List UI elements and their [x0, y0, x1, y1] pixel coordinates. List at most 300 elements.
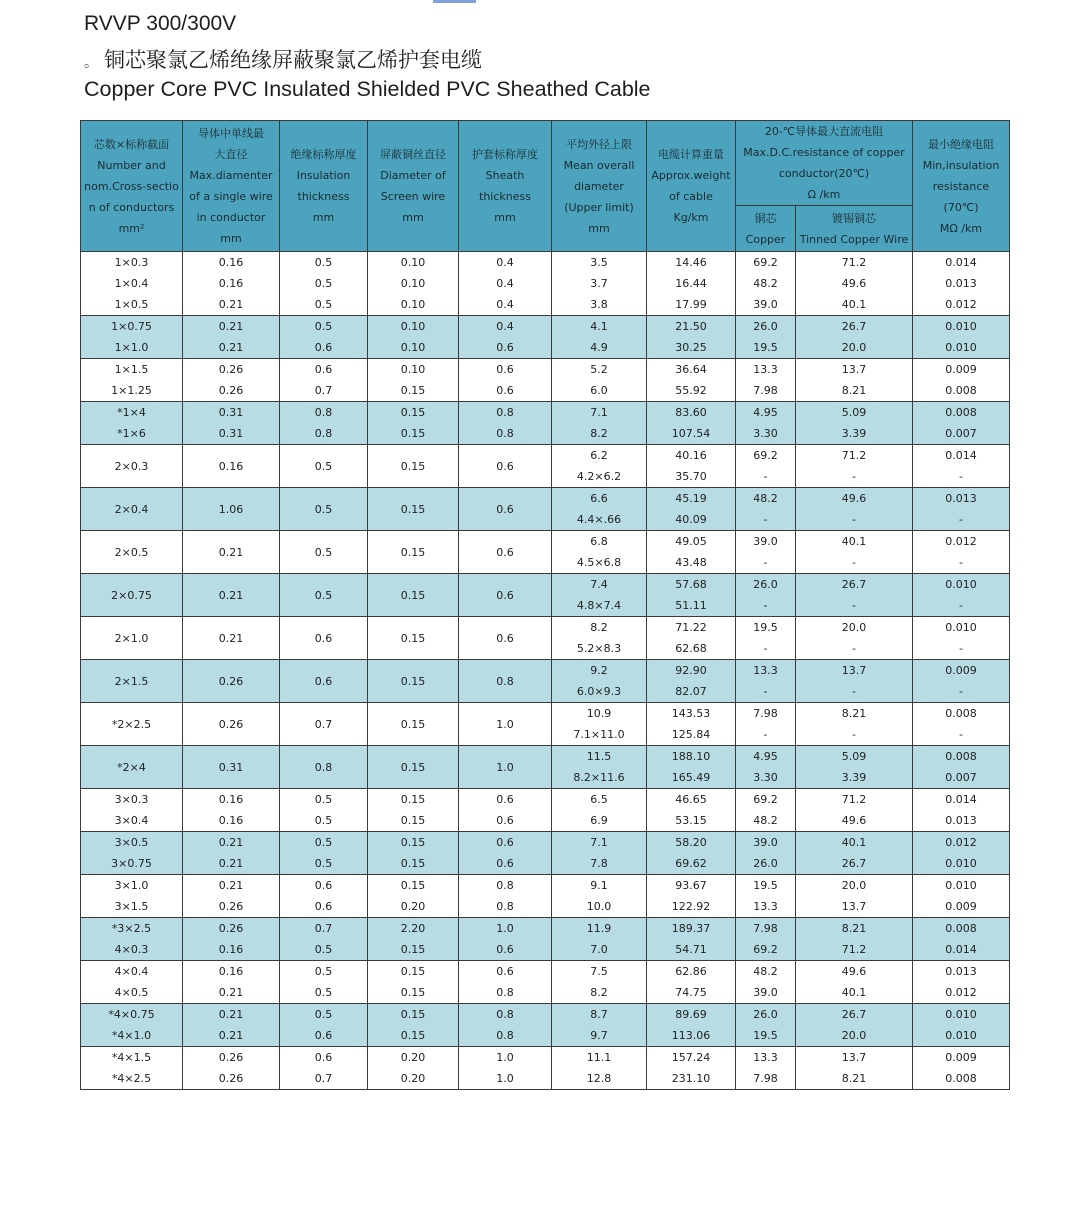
header-line: (70℃): [943, 200, 979, 214]
cell-value: 1×1.0: [114, 341, 149, 354]
cell-value: 0.15: [400, 427, 426, 440]
cell-value: 0.21: [218, 986, 244, 999]
cell-value: 49.6: [841, 492, 867, 505]
cell-tinned-copper-resistance: [796, 703, 913, 746]
cell-value: 71.22: [675, 621, 707, 634]
cell-approx-weight: [647, 703, 736, 746]
cell-value: 0.013: [945, 492, 977, 505]
cell-insulation-thickness: [280, 574, 368, 617]
cell-value: 0.15: [400, 1008, 426, 1021]
cell-value: 8.2: [590, 427, 608, 440]
cell-value: 40.1: [841, 836, 867, 849]
cell-copper-resistance: [736, 746, 796, 789]
cell-value: 0.10: [400, 363, 426, 376]
cell-insulation-thickness: [280, 402, 368, 445]
cell-copper-resistance: [736, 875, 796, 918]
cell-value: 48.2: [753, 277, 778, 290]
cell-insulation-thickness: [280, 703, 368, 746]
cell-value: 13.7: [841, 1051, 867, 1064]
cell-value: 8.21: [841, 1072, 867, 1085]
cell-min-insulation-resistance: [913, 617, 1010, 660]
header-line: mm²: [118, 221, 145, 235]
cell-value: 40.1: [841, 298, 867, 311]
cell-tinned-copper-resistance: [796, 832, 913, 875]
cell-value: 43.48: [675, 556, 707, 569]
cell-value: 0.6: [496, 384, 514, 397]
cell-conductor-size: [81, 875, 183, 918]
table-row-group: [81, 832, 1010, 875]
cell-screen-wire-diameter: [368, 746, 459, 789]
table-row-group: [81, 746, 1010, 789]
cell-value: 0.5: [314, 588, 333, 602]
cell-conductor-size: [81, 252, 183, 316]
cell-value: 0.15: [400, 943, 426, 956]
cell-value: 69.62: [675, 857, 707, 870]
header-mean-overall-diameter: [552, 121, 647, 252]
cell-value: 13.3: [753, 1051, 778, 1064]
cell-value: 7.98: [753, 1072, 778, 1085]
cell-value: 3.8: [590, 298, 608, 311]
cell-value: 0.6: [314, 1029, 333, 1042]
cell-value: 0.013: [945, 277, 977, 290]
cell-value: 13.3: [753, 664, 778, 677]
table-row-group: [81, 402, 1010, 445]
header-line: Diameter of: [380, 169, 446, 182]
cell-value: 0.15: [400, 631, 426, 645]
cell-value: 0.15: [400, 793, 426, 806]
cell-approx-weight: [647, 617, 736, 660]
cell-approx-weight: [647, 875, 736, 918]
cell-approx-weight: [647, 660, 736, 703]
cell-value: 188.10: [671, 750, 711, 763]
cell-value: 7.8: [590, 857, 608, 870]
cell-insulation-thickness: [280, 359, 368, 402]
cell-value: 0.014: [945, 449, 977, 462]
cell-min-insulation-resistance: [913, 789, 1010, 832]
cell-value: 7.98: [753, 707, 778, 720]
cell-value: 12.8: [586, 1072, 612, 1085]
cell-value: 0.6: [496, 793, 514, 806]
cell-max-wire-diameter: [183, 1004, 280, 1047]
cell-approx-weight: [647, 252, 736, 316]
cell-value: 0.010: [945, 857, 977, 870]
cell-value: 8.21: [841, 384, 867, 397]
cell-value: 0.6: [496, 363, 514, 376]
cell-value: 0.31: [218, 406, 244, 419]
cell-value: 0.8: [496, 1029, 514, 1042]
cell-value: 0.26: [218, 717, 244, 731]
table-body: [81, 252, 1010, 1090]
cell-value: 4×0.5: [114, 986, 149, 999]
cell-value: 0.26: [218, 384, 244, 397]
cell-value: 0.5: [314, 943, 333, 956]
cell-mean-overall-diameter: [552, 746, 647, 789]
cell-value: 0.7: [314, 717, 333, 731]
cell-sheath-thickness: [459, 918, 552, 961]
header-line: MΩ /km: [939, 221, 983, 235]
cell-value: 11.5: [586, 750, 612, 763]
cell-value: 0.6: [314, 674, 333, 688]
cell-value: 0.21: [218, 588, 244, 602]
cell-mean-overall-diameter: [552, 445, 647, 488]
cell-value: 2×0.5: [114, 545, 149, 559]
cell-insulation-thickness: [280, 1004, 368, 1047]
cell-insulation-thickness: [280, 961, 368, 1004]
cell-value: 6.0: [590, 384, 608, 397]
cell-value: 0.16: [218, 814, 244, 827]
cell-approx-weight: [647, 1004, 736, 1047]
cell-value: 57.68: [675, 578, 707, 591]
cell-approx-weight: [647, 1047, 736, 1090]
cell-value: 7.5: [590, 965, 608, 978]
cell-conductor-size: [81, 1047, 183, 1090]
cell-value: 0.16: [218, 943, 244, 956]
cell-value: 9.2: [590, 664, 608, 677]
cell-mean-overall-diameter: [552, 703, 647, 746]
cell-mean-overall-diameter: [552, 660, 647, 703]
cell-value: 0.6: [496, 459, 514, 473]
cell-value: 2×0.75: [111, 588, 152, 602]
cell-value: 0.007: [945, 771, 977, 784]
cell-value: -: [852, 728, 856, 741]
table-header: [81, 121, 1010, 252]
header-line: Number and: [97, 158, 166, 172]
cell-value: 83.60: [675, 406, 707, 419]
cell-value: 6.6: [590, 492, 608, 505]
cell-value: 0.008: [945, 922, 977, 935]
cell-copper-resistance: [736, 789, 796, 832]
cell-value: 40.1: [841, 986, 867, 999]
cell-mean-overall-diameter: [552, 359, 647, 402]
cell-value: 3×0.5: [114, 836, 149, 849]
cell-conductor-size: [81, 531, 183, 574]
cell-value: -: [852, 642, 856, 655]
cell-value: 4.2×6.2: [576, 470, 622, 483]
cell-value: 8.2: [590, 621, 608, 634]
cell-value: *4×2.5: [111, 1072, 152, 1085]
cell-value: 0.15: [400, 965, 426, 978]
cell-value: 0.008: [945, 406, 977, 419]
cell-insulation-thickness: [280, 445, 368, 488]
cell-value: 4.95: [753, 750, 778, 763]
cell-approx-weight: [647, 316, 736, 359]
cell-value: 0.5: [314, 320, 333, 333]
cell-max-wire-diameter: [183, 359, 280, 402]
cell-value: 16.44: [675, 277, 707, 290]
cell-max-wire-diameter: [183, 789, 280, 832]
cell-max-wire-diameter: [183, 660, 280, 703]
cell-value: 82.07: [675, 685, 707, 698]
cell-value: 51.11: [675, 599, 707, 612]
cell-value: 0.4: [496, 277, 514, 290]
cell-value: 0.6: [314, 879, 333, 892]
cell-value: 11.1: [586, 1051, 612, 1064]
cell-copper-resistance: [736, 574, 796, 617]
table-row-group: [81, 875, 1010, 918]
cell-value: 143.53: [671, 707, 711, 720]
cell-value: 0.20: [400, 900, 426, 913]
cell-value: 39.0: [753, 298, 778, 311]
cell-value: -: [763, 470, 768, 483]
cell-conductor-size: [81, 359, 183, 402]
header-line: Sheath: [485, 169, 525, 182]
cell-value: 20.0: [841, 621, 867, 634]
cell-conductor-size: [81, 617, 183, 660]
cell-value: *4×1.0: [111, 1029, 152, 1042]
cell-tinned-copper-resistance: [796, 918, 913, 961]
cell-value: 3.7: [590, 277, 608, 290]
cell-value: 19.5: [753, 341, 778, 354]
cell-value: 4.1: [590, 320, 608, 333]
cell-value: 1.0: [496, 717, 514, 731]
cell-value: 7.1×11.0: [573, 728, 625, 741]
cell-conductor-size: [81, 316, 183, 359]
cell-value: 0.8: [496, 986, 514, 999]
cell-tinned-copper-resistance: [796, 359, 913, 402]
cell-value: 0.009: [945, 664, 977, 677]
cell-min-insulation-resistance: [913, 1047, 1010, 1090]
cell-min-insulation-resistance: [913, 359, 1010, 402]
english-title: Copper Core PVC Insulated Shielded PVC Sheathed Cable: [84, 77, 651, 101]
cell-value: 0.26: [218, 1051, 244, 1064]
cell-value: 5.2: [590, 363, 608, 376]
cell-value: 0.5: [314, 459, 333, 473]
cell-screen-wire-diameter: [368, 574, 459, 617]
cell-value: 0.014: [945, 943, 977, 956]
cell-value: 0.21: [218, 631, 244, 645]
cell-value: 8.21: [841, 922, 867, 935]
cell-value: 5.09: [841, 406, 867, 419]
cell-value: 49.6: [841, 965, 867, 978]
table-row-group: [81, 359, 1010, 402]
cell-value: 9.7: [590, 1029, 608, 1042]
header-max-wire-diameter: [183, 121, 280, 252]
cell-value: 13.3: [753, 363, 778, 376]
cell-value: 74.75: [675, 986, 707, 999]
table-row-group: [81, 531, 1010, 574]
model-title: RVVP 300/300V: [84, 12, 237, 35]
cell-screen-wire-diameter: [368, 918, 459, 961]
cell-value: 0.15: [400, 502, 426, 516]
cell-value: 35.70: [675, 470, 707, 483]
cell-tinned-copper-resistance: [796, 252, 913, 316]
header-line: thickness: [297, 190, 350, 203]
cell-value: 0.8: [496, 1008, 514, 1021]
cell-value: 0.8: [314, 427, 333, 440]
cell-value: 1×1.5: [114, 363, 149, 376]
cell-mean-overall-diameter: [552, 316, 647, 359]
cell-value: 26.7: [841, 857, 867, 870]
cell-value: 19.5: [753, 621, 778, 634]
cell-value: 26.0: [753, 578, 778, 591]
cell-value: 4.5×6.8: [576, 556, 622, 569]
cell-mean-overall-diameter: [552, 875, 647, 918]
cell-sheath-thickness: [459, 574, 552, 617]
cell-value: 0.007: [945, 427, 977, 440]
header-line: Max.D.C.resistance of copper: [743, 146, 905, 159]
cell-value: 0.010: [945, 578, 977, 591]
cell-value: 1×0.3: [114, 256, 149, 269]
cell-screen-wire-diameter: [368, 703, 459, 746]
cell-value: 1.0: [496, 1072, 514, 1085]
cell-insulation-thickness: [280, 746, 368, 789]
cell-value: 0.012: [945, 986, 977, 999]
cell-value: 0.5: [314, 502, 333, 516]
cell-sheath-thickness: [459, 875, 552, 918]
header-line: Ω /km: [807, 188, 841, 201]
header-line: Copper: [745, 232, 786, 246]
cell-value: 5.2×8.3: [576, 642, 622, 655]
cell-approx-weight: [647, 746, 736, 789]
cell-value: 189.37: [671, 922, 711, 935]
cell-value: 2×1.0: [114, 631, 149, 645]
cell-max-wire-diameter: [183, 703, 280, 746]
cell-insulation-thickness: [280, 875, 368, 918]
cell-value: 49.6: [841, 814, 867, 827]
cell-sheath-thickness: [459, 1004, 552, 1047]
cell-tinned-copper-resistance: [796, 1047, 913, 1090]
cell-sheath-thickness: [459, 531, 552, 574]
cell-value: 0.5: [314, 793, 333, 806]
table-row-group: [81, 617, 1010, 660]
cell-copper-resistance: [736, 359, 796, 402]
cell-value: 3×1.0: [114, 879, 149, 892]
header-line: 导体中单线最: [198, 127, 264, 140]
cell-value: 0.26: [218, 922, 244, 935]
header-line: of cable: [669, 190, 713, 203]
cell-value: 0.6: [496, 631, 514, 645]
cell-copper-resistance: [736, 1047, 796, 1090]
cell-mean-overall-diameter: [552, 617, 647, 660]
cell-value: 46.65: [675, 793, 707, 806]
cell-value: 1×0.75: [111, 320, 152, 333]
header-line: n of conductors: [88, 200, 175, 214]
cell-value: 48.2: [753, 814, 778, 827]
cell-approx-weight: [647, 531, 736, 574]
cell-value: 45.19: [675, 492, 707, 505]
cell-value: 0.5: [314, 857, 333, 870]
cell-screen-wire-diameter: [368, 445, 459, 488]
cell-mean-overall-diameter: [552, 1047, 647, 1090]
header-line: of a single wire: [189, 190, 273, 203]
cell-value: 0.21: [218, 320, 244, 333]
cell-copper-resistance: [736, 918, 796, 961]
cell-tinned-copper-resistance: [796, 660, 913, 703]
cell-value: *1×6: [117, 427, 146, 440]
cell-value: 0.16: [218, 459, 244, 473]
table-row-group: [81, 488, 1010, 531]
header-dc-resistance: [736, 121, 913, 206]
cell-value: 26.0: [753, 320, 778, 333]
cell-value: 0.21: [218, 857, 244, 870]
cell-value: 21.50: [675, 320, 707, 333]
cell-min-insulation-resistance: [913, 252, 1010, 316]
cell-value: 0.20: [400, 1072, 426, 1085]
cell-copper-resistance: [736, 488, 796, 531]
cell-min-insulation-resistance: [913, 875, 1010, 918]
cell-value: 3.39: [841, 771, 867, 784]
cell-mean-overall-diameter: [552, 488, 647, 531]
cell-value: 6.2: [590, 449, 608, 462]
cell-value: 8.7: [590, 1008, 608, 1021]
cell-value: 0.7: [314, 922, 333, 935]
cell-copper-resistance: [736, 531, 796, 574]
table-row-group: [81, 703, 1010, 746]
cell-value: 8.2: [590, 986, 608, 999]
cell-approx-weight: [647, 445, 736, 488]
cell-value: -: [763, 642, 768, 655]
cell-screen-wire-diameter: [368, 961, 459, 1004]
cell-copper-resistance: [736, 660, 796, 703]
cell-value: 0.5: [314, 298, 333, 311]
cell-value: 0.012: [945, 298, 977, 311]
cell-value: 0.8: [496, 427, 514, 440]
cell-value: 0.16: [218, 793, 244, 806]
cell-insulation-thickness: [280, 789, 368, 832]
cell-value: 0.014: [945, 256, 977, 269]
cell-value: 14.46: [675, 256, 707, 269]
cell-value: 0.6: [314, 1051, 333, 1064]
cell-value: 0.014: [945, 793, 977, 806]
cell-value: 8.21: [841, 707, 867, 720]
header-line: 20-℃导体最大直流电阻: [764, 125, 884, 138]
cell-value: 20.0: [841, 1029, 867, 1042]
header-line: 最小绝缘电阻: [928, 137, 995, 151]
cell-value: 71.2: [841, 943, 867, 956]
cell-value: 0.10: [400, 256, 426, 269]
cell-min-insulation-resistance: [913, 445, 1010, 488]
cell-value: 2×0.3: [114, 459, 149, 473]
cell-value: 69.2: [753, 943, 778, 956]
cell-value: 1.0: [496, 760, 514, 774]
cell-value: 26.7: [841, 1008, 867, 1021]
cell-insulation-thickness: [280, 316, 368, 359]
cell-value: 40.1: [841, 535, 867, 548]
cell-value: 71.2: [841, 793, 867, 806]
cell-insulation-thickness: [280, 918, 368, 961]
cell-conductor-size: [81, 488, 183, 531]
cell-copper-resistance: [736, 961, 796, 1004]
cell-value: 4.4×.66: [576, 513, 622, 526]
header-line: 镀锡铜芯: [832, 211, 876, 225]
header-line: Tinned Copper Wire: [799, 232, 909, 246]
cell-value: 0.31: [218, 427, 244, 440]
cell-value: 20.0: [841, 341, 867, 354]
cell-max-wire-diameter: [183, 402, 280, 445]
cell-sheath-thickness: [459, 359, 552, 402]
cell-value: -: [852, 599, 856, 612]
cell-value: 13.3: [753, 900, 778, 913]
chinese-title-text: 铜芯聚氯乙烯绝缘屏蔽聚氯乙烯护套电缆: [104, 48, 482, 72]
cell-sheath-thickness: [459, 402, 552, 445]
cell-mean-overall-diameter: [552, 832, 647, 875]
cell-value: 0.5: [314, 256, 333, 269]
cell-value: 0.012: [945, 535, 977, 548]
cell-tinned-copper-resistance: [796, 316, 913, 359]
cell-value: 89.69: [675, 1008, 707, 1021]
cell-tinned-copper-resistance: [796, 961, 913, 1004]
cell-value: -: [852, 513, 856, 526]
cell-value: 1×1.25: [111, 384, 152, 397]
header-line: Screen wire: [380, 190, 446, 203]
cell-max-wire-diameter: [183, 746, 280, 789]
cell-value: 157.24: [671, 1051, 711, 1064]
cell-sheath-thickness: [459, 660, 552, 703]
top-scroll-marker: [433, 0, 476, 3]
cell-value: 0.4: [496, 256, 514, 269]
cell-mean-overall-diameter: [552, 789, 647, 832]
cell-value: 113.06: [671, 1029, 711, 1042]
